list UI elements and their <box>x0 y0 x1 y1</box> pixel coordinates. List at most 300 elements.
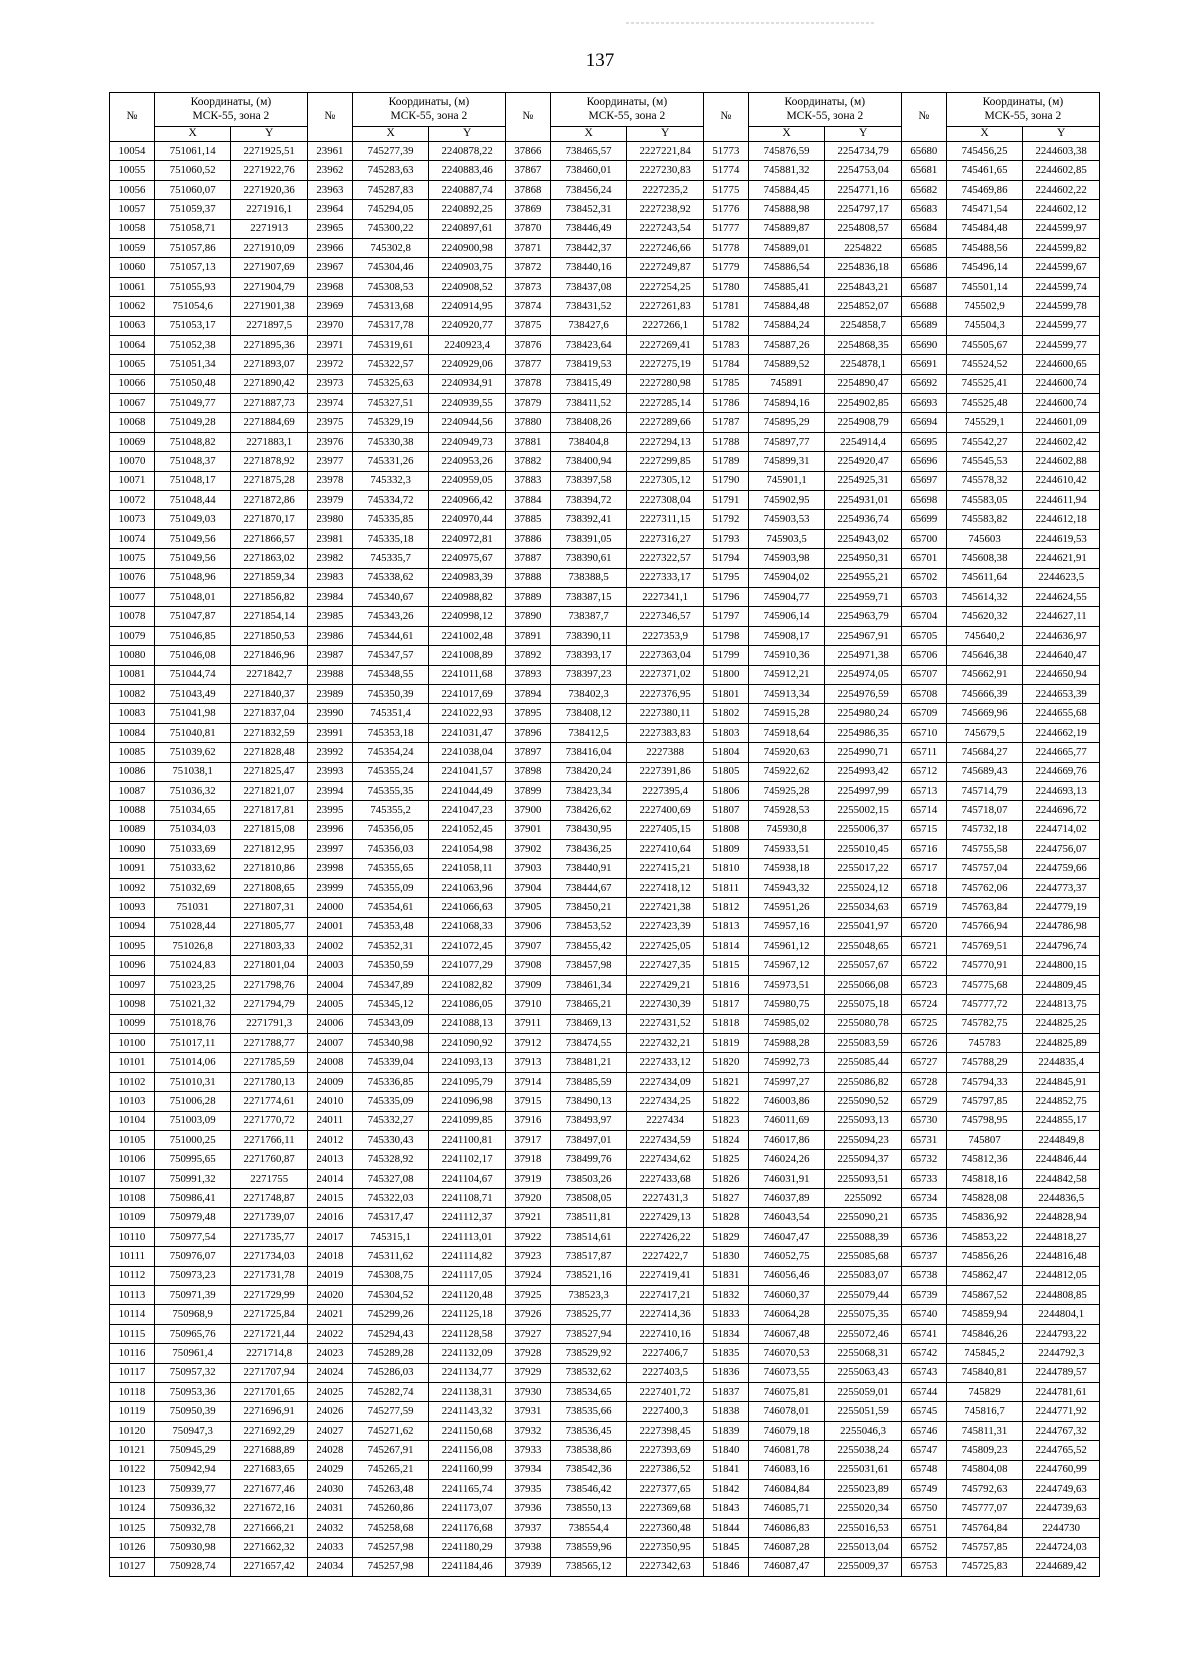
point-number-cell: 10071 <box>110 471 155 490</box>
x-coordinate-cell: 745887,26 <box>748 335 825 354</box>
y-coordinate-cell: 2255059,01 <box>825 1383 902 1402</box>
point-number-cell: 24032 <box>307 1518 352 1537</box>
x-coordinate-cell: 738431,52 <box>550 297 627 316</box>
point-number-cell: 51842 <box>703 1479 748 1498</box>
x-coordinate-cell: 745646,38 <box>946 646 1023 665</box>
point-number-cell: 37920 <box>505 1189 550 1208</box>
table-row <box>110 335 1100 354</box>
y-coordinate-cell: 2227322,57 <box>627 549 704 568</box>
x-coordinate-cell: 745777,07 <box>946 1499 1023 1518</box>
point-number-cell: 51823 <box>703 1111 748 1130</box>
x-coordinate-cell: 745884,24 <box>748 316 825 335</box>
y-coordinate-cell: 2255090,52 <box>825 1092 902 1111</box>
y-coordinate-cell: 2244665,77 <box>1023 743 1100 762</box>
table-row <box>110 723 1100 742</box>
x-coordinate-cell: 745792,63 <box>946 1479 1023 1498</box>
point-number-cell: 23984 <box>307 587 352 606</box>
y-coordinate-cell: 2255088,39 <box>825 1227 902 1246</box>
y-coordinate-cell: 2241008,89 <box>429 646 506 665</box>
x-coordinate-cell: 738511,81 <box>550 1208 627 1227</box>
y-coordinate-cell: 2244603,38 <box>1023 142 1100 161</box>
point-number-cell: 37919 <box>505 1169 550 1188</box>
x-coordinate-cell: 745967,12 <box>748 956 825 975</box>
point-number-cell: 65718 <box>901 878 946 897</box>
x-coordinate-cell: 738423,34 <box>550 781 627 800</box>
x-coordinate-cell: 738535,66 <box>550 1402 627 1421</box>
x-coordinate-cell: 745354,61 <box>352 898 429 917</box>
x-coordinate-cell: 738493,97 <box>550 1111 627 1130</box>
x-coordinate-cell: 745277,59 <box>352 1402 429 1421</box>
point-number-cell: 23992 <box>307 743 352 762</box>
point-number-cell: 37875 <box>505 316 550 335</box>
x-coordinate-cell: 745334,72 <box>352 491 429 510</box>
point-number-cell: 51777 <box>703 219 748 238</box>
table-row <box>110 1499 1100 1518</box>
y-coordinate-cell: 2255092 <box>825 1189 902 1208</box>
point-number-cell: 51841 <box>703 1460 748 1479</box>
y-coordinate-cell: 2271729,99 <box>231 1286 308 1305</box>
x-coordinate-cell: 745904,02 <box>748 568 825 587</box>
y-coordinate-cell: 2227388 <box>627 743 704 762</box>
x-coordinate-cell: 745322,57 <box>352 355 429 374</box>
x-coordinate-cell: 738426,62 <box>550 801 627 820</box>
table-row <box>110 762 1100 781</box>
y-coordinate-cell: 2227235,2 <box>627 180 704 199</box>
x-coordinate-cell: 738446,49 <box>550 219 627 238</box>
point-number-cell: 10096 <box>110 956 155 975</box>
x-coordinate-cell: 745985,02 <box>748 1014 825 1033</box>
y-coordinate-cell: 2227294,13 <box>627 432 704 451</box>
y-coordinate-cell: 2244852,75 <box>1023 1092 1100 1111</box>
y-coordinate-cell: 2227429,21 <box>627 975 704 994</box>
point-number-cell: 37937 <box>505 1518 550 1537</box>
point-number-cell: 10099 <box>110 1014 155 1033</box>
x-coordinate-cell: 738415,49 <box>550 374 627 393</box>
x-coordinate-cell: 751053,17 <box>154 316 231 335</box>
x-coordinate-cell: 745859,94 <box>946 1305 1023 1324</box>
point-number-cell: 24002 <box>307 937 352 956</box>
y-coordinate-cell: 2255048,65 <box>825 937 902 956</box>
x-coordinate-cell: 745766,94 <box>946 917 1023 936</box>
point-number-cell: 37915 <box>505 1092 550 1111</box>
point-number-cell: 51843 <box>703 1499 748 1518</box>
y-coordinate-cell: 2241002,48 <box>429 626 506 645</box>
y-coordinate-cell: 2244808,85 <box>1023 1286 1100 1305</box>
y-coordinate-cell: 2244816,48 <box>1023 1247 1100 1266</box>
point-number-cell: 51819 <box>703 1033 748 1052</box>
y-coordinate-cell: 2241017,69 <box>429 684 506 703</box>
point-number-cell: 10106 <box>110 1150 155 1169</box>
point-number-cell: 23994 <box>307 781 352 800</box>
x-coordinate-cell: 738554,4 <box>550 1518 627 1537</box>
y-coordinate-cell: 2255017,22 <box>825 859 902 878</box>
x-coordinate-cell: 738546,42 <box>550 1479 627 1498</box>
y-coordinate-cell: 2241114,82 <box>429 1247 506 1266</box>
x-coordinate-cell: 738388,5 <box>550 568 627 587</box>
x-coordinate-cell: 745918,64 <box>748 723 825 742</box>
point-number-cell: 10092 <box>110 878 155 897</box>
x-coordinate-cell: 745889,87 <box>748 219 825 238</box>
point-number-cell: 37930 <box>505 1383 550 1402</box>
x-coordinate-cell: 738523,3 <box>550 1286 627 1305</box>
y-coordinate-cell: 2241038,04 <box>429 743 506 762</box>
y-coordinate-cell: 2254997,99 <box>825 781 902 800</box>
y-coordinate-cell: 2227230,83 <box>627 161 704 180</box>
x-coordinate-cell: 745578,32 <box>946 471 1023 490</box>
x-coordinate-cell: 751057,13 <box>154 258 231 277</box>
y-coordinate-cell: 2241058,11 <box>429 859 506 878</box>
x-coordinate-cell: 738465,57 <box>550 142 627 161</box>
point-number-cell: 37908 <box>505 956 550 975</box>
table-row <box>110 1189 1100 1208</box>
x-coordinate-cell: 745867,52 <box>946 1286 1023 1305</box>
point-number-cell: 51802 <box>703 704 748 723</box>
point-number-cell: 51808 <box>703 820 748 839</box>
x-coordinate-cell: 745340,67 <box>352 587 429 606</box>
x-coordinate-cell: 745263,48 <box>352 1479 429 1498</box>
x-coordinate-cell: 745915,28 <box>748 704 825 723</box>
point-number-cell: 51778 <box>703 238 748 257</box>
point-number-cell: 10078 <box>110 607 155 626</box>
y-coordinate-cell: 2271748,87 <box>231 1189 308 1208</box>
y-coordinate-cell: 2244623,5 <box>1023 568 1100 587</box>
point-number-cell: 51776 <box>703 200 748 219</box>
y-coordinate-cell: 2227393,69 <box>627 1441 704 1460</box>
point-number-cell: 10085 <box>110 743 155 762</box>
point-number-cell: 37871 <box>505 238 550 257</box>
x-coordinate-cell: 738440,16 <box>550 258 627 277</box>
header-coordinate-system: МСК-55, зона 2 <box>984 109 1062 122</box>
x-coordinate-cell: 745775,68 <box>946 975 1023 994</box>
y-coordinate-cell: 2241165,74 <box>429 1479 506 1498</box>
y-coordinate-cell: 2244650,94 <box>1023 665 1100 684</box>
x-coordinate-cell: 745928,53 <box>748 801 825 820</box>
x-coordinate-cell: 751048,44 <box>154 491 231 510</box>
x-coordinate-cell: 751059,37 <box>154 200 231 219</box>
point-number-cell: 37880 <box>505 413 550 432</box>
point-number-cell: 23979 <box>307 491 352 510</box>
x-coordinate-cell: 750930,98 <box>154 1538 231 1557</box>
point-number-cell: 10122 <box>110 1460 155 1479</box>
x-coordinate-cell: 751055,93 <box>154 277 231 296</box>
table-row <box>110 1479 1100 1498</box>
point-number-cell: 51775 <box>703 180 748 199</box>
y-coordinate-cell: 2254852,07 <box>825 297 902 316</box>
y-coordinate-cell: 2244835,4 <box>1023 1053 1100 1072</box>
point-number-cell: 37904 <box>505 878 550 897</box>
y-coordinate-cell: 2271794,79 <box>231 995 308 1014</box>
point-number-cell: 65687 <box>901 277 946 296</box>
y-coordinate-cell: 2227350,95 <box>627 1538 704 1557</box>
y-coordinate-cell: 2255046,3 <box>825 1421 902 1440</box>
point-number-cell: 51797 <box>703 607 748 626</box>
table-row <box>110 626 1100 645</box>
y-coordinate-cell: 2271884,69 <box>231 413 308 432</box>
point-number-cell: 51811 <box>703 878 748 897</box>
x-coordinate-cell: 738481,21 <box>550 1053 627 1072</box>
y-coordinate-cell: 2227377,65 <box>627 1479 704 1498</box>
point-number-cell: 65736 <box>901 1227 946 1246</box>
point-number-cell: 37868 <box>505 180 550 199</box>
point-number-cell: 37890 <box>505 607 550 626</box>
y-coordinate-cell: 2271805,77 <box>231 917 308 936</box>
x-coordinate-cell: 751049,28 <box>154 413 231 432</box>
y-coordinate-cell: 2240903,75 <box>429 258 506 277</box>
point-number-cell: 10095 <box>110 937 155 956</box>
point-number-cell: 10081 <box>110 665 155 684</box>
point-number-cell: 51781 <box>703 297 748 316</box>
point-number-cell: 65686 <box>901 258 946 277</box>
x-coordinate-cell: 738521,16 <box>550 1266 627 1285</box>
y-coordinate-cell: 2271828,48 <box>231 743 308 762</box>
y-coordinate-cell: 2254943,02 <box>825 529 902 548</box>
y-coordinate-cell: 2271859,34 <box>231 568 308 587</box>
y-coordinate-cell: 2244599,74 <box>1023 277 1100 296</box>
y-coordinate-cell: 2255075,35 <box>825 1305 902 1324</box>
point-number-cell: 24029 <box>307 1460 352 1479</box>
table-row <box>110 801 1100 820</box>
x-coordinate-cell: 751032,69 <box>154 878 231 897</box>
x-coordinate-cell: 745355,09 <box>352 878 429 897</box>
point-number-cell: 65685 <box>901 238 946 257</box>
point-number-cell: 65727 <box>901 1053 946 1072</box>
table-row <box>110 1247 1100 1266</box>
x-coordinate-cell: 745973,51 <box>748 975 825 994</box>
x-coordinate-cell: 738400,94 <box>550 452 627 471</box>
x-coordinate-cell: 745611,64 <box>946 568 1023 587</box>
y-coordinate-cell: 2254836,18 <box>825 258 902 277</box>
x-coordinate-cell: 738503,26 <box>550 1169 627 1188</box>
point-number-cell: 23972 <box>307 355 352 374</box>
table-row <box>110 878 1100 897</box>
x-coordinate-cell: 745350,59 <box>352 956 429 975</box>
y-coordinate-cell: 2254936,74 <box>825 510 902 529</box>
point-number-cell: 65688 <box>901 297 946 316</box>
x-coordinate-cell: 746075,81 <box>748 1383 825 1402</box>
y-coordinate-cell: 2240887,74 <box>429 180 506 199</box>
y-coordinate-cell: 2254920,47 <box>825 452 902 471</box>
x-coordinate-cell: 745505,67 <box>946 335 1023 354</box>
y-coordinate-cell: 2244610,42 <box>1023 471 1100 490</box>
x-coordinate-cell: 751039,62 <box>154 743 231 762</box>
x-coordinate-cell: 745769,51 <box>946 937 1023 956</box>
x-coordinate-cell: 745881,32 <box>748 161 825 180</box>
x-coordinate-cell: 745583,82 <box>946 510 1023 529</box>
point-number-cell: 37931 <box>505 1402 550 1421</box>
point-number-cell: 10072 <box>110 491 155 510</box>
point-number-cell: 24026 <box>307 1402 352 1421</box>
y-coordinate-cell: 2271883,1 <box>231 432 308 451</box>
header-y: Y <box>1023 127 1100 142</box>
x-coordinate-cell: 745933,51 <box>748 840 825 859</box>
y-coordinate-cell: 2271808,65 <box>231 878 308 897</box>
y-coordinate-cell: 2241108,71 <box>429 1189 506 1208</box>
y-coordinate-cell: 2241128,58 <box>429 1324 506 1343</box>
point-number-cell: 65750 <box>901 1499 946 1518</box>
y-coordinate-cell: 2227398,45 <box>627 1421 704 1440</box>
point-number-cell: 10127 <box>110 1557 155 1576</box>
y-coordinate-cell: 2244739,63 <box>1023 1499 1100 1518</box>
y-coordinate-cell: 2227391,86 <box>627 762 704 781</box>
x-coordinate-cell: 738538,86 <box>550 1441 627 1460</box>
table-row <box>110 568 1100 587</box>
point-number-cell: 10108 <box>110 1189 155 1208</box>
y-coordinate-cell: 2244600,74 <box>1023 374 1100 393</box>
y-coordinate-cell: 2240914,95 <box>429 297 506 316</box>
x-coordinate-cell: 745913,34 <box>748 684 825 703</box>
x-coordinate-cell: 738444,67 <box>550 878 627 897</box>
y-coordinate-cell: 2255072,46 <box>825 1324 902 1343</box>
y-coordinate-cell: 2227261,83 <box>627 297 704 316</box>
x-coordinate-cell: 746087,28 <box>748 1538 825 1557</box>
y-coordinate-cell: 2241184,46 <box>429 1557 506 1576</box>
y-coordinate-cell: 2241143,32 <box>429 1402 506 1421</box>
point-number-cell: 51790 <box>703 471 748 490</box>
x-coordinate-cell: 745352,31 <box>352 937 429 956</box>
y-coordinate-cell: 2227383,83 <box>627 723 704 742</box>
point-number-cell: 10097 <box>110 975 155 994</box>
x-coordinate-cell: 745504,3 <box>946 316 1023 335</box>
y-coordinate-cell: 2227369,68 <box>627 1499 704 1518</box>
y-coordinate-cell: 2240892,25 <box>429 200 506 219</box>
y-coordinate-cell: 2244765,52 <box>1023 1441 1100 1460</box>
x-coordinate-cell: 745325,63 <box>352 374 429 393</box>
point-number-cell: 24011 <box>307 1111 352 1130</box>
point-number-cell: 65723 <box>901 975 946 994</box>
y-coordinate-cell: 2227305,12 <box>627 471 704 490</box>
x-coordinate-cell: 745356,03 <box>352 840 429 859</box>
table-row <box>110 1460 1100 1479</box>
y-coordinate-cell: 2227425,05 <box>627 937 704 956</box>
point-number-cell: 37934 <box>505 1460 550 1479</box>
x-coordinate-cell: 750947,3 <box>154 1421 231 1440</box>
y-coordinate-cell: 2227360,48 <box>627 1518 704 1537</box>
y-coordinate-cell: 2244845,91 <box>1023 1072 1100 1091</box>
x-coordinate-cell: 745828,08 <box>946 1189 1023 1208</box>
x-coordinate-cell: 745886,54 <box>748 258 825 277</box>
header-coordinate-system: МСК-55, зона 2 <box>786 109 864 122</box>
point-number-cell: 37905 <box>505 898 550 917</box>
y-coordinate-cell: 2271875,28 <box>231 471 308 490</box>
y-coordinate-cell: 2227421,38 <box>627 898 704 917</box>
x-coordinate-cell: 745763,84 <box>946 898 1023 917</box>
table-row <box>110 180 1100 199</box>
x-coordinate-cell: 745961,12 <box>748 937 825 956</box>
y-coordinate-cell: 2271798,76 <box>231 975 308 994</box>
point-number-cell: 37872 <box>505 258 550 277</box>
point-number-cell: 51818 <box>703 1014 748 1033</box>
x-coordinate-cell: 745583,05 <box>946 491 1023 510</box>
y-coordinate-cell: 2240908,52 <box>429 277 506 296</box>
x-coordinate-cell: 745732,18 <box>946 820 1023 839</box>
x-coordinate-cell: 746047,47 <box>748 1227 825 1246</box>
point-number-cell: 23995 <box>307 801 352 820</box>
table-row <box>110 917 1100 936</box>
table-row <box>110 1266 1100 1285</box>
point-number-cell: 51805 <box>703 762 748 781</box>
x-coordinate-cell: 738393,17 <box>550 646 627 665</box>
y-coordinate-cell: 2255057,67 <box>825 956 902 975</box>
point-number-cell: 51839 <box>703 1421 748 1440</box>
x-coordinate-cell: 751061,14 <box>154 142 231 161</box>
point-number-cell: 51810 <box>703 859 748 878</box>
y-coordinate-cell: 2255034,63 <box>825 898 902 917</box>
point-number-cell: 10075 <box>110 549 155 568</box>
point-number-cell: 10116 <box>110 1344 155 1363</box>
point-number-cell: 65734 <box>901 1189 946 1208</box>
x-coordinate-cell: 745287,83 <box>352 180 429 199</box>
point-number-cell: 24015 <box>307 1189 352 1208</box>
point-number-cell: 65738 <box>901 1266 946 1285</box>
y-coordinate-cell: 2244771,92 <box>1023 1402 1100 1421</box>
y-coordinate-cell: 2241112,37 <box>429 1208 506 1227</box>
x-coordinate-cell: 746079,18 <box>748 1421 825 1440</box>
y-coordinate-cell: 2255090,21 <box>825 1208 902 1227</box>
y-coordinate-cell: 2271692,29 <box>231 1421 308 1440</box>
y-coordinate-cell: 2241072,45 <box>429 937 506 956</box>
x-coordinate-cell: 745330,38 <box>352 432 429 451</box>
point-number-cell: 65710 <box>901 723 946 742</box>
y-coordinate-cell: 2255079,44 <box>825 1286 902 1305</box>
y-coordinate-cell: 2271821,07 <box>231 781 308 800</box>
point-number-cell: 65728 <box>901 1072 946 1091</box>
x-coordinate-cell: 745836,92 <box>946 1208 1023 1227</box>
y-coordinate-cell: 2254902,85 <box>825 394 902 413</box>
x-coordinate-cell: 745351,4 <box>352 704 429 723</box>
point-number-cell: 65701 <box>901 549 946 568</box>
y-coordinate-cell: 2227431,52 <box>627 1014 704 1033</box>
point-number-cell: 65739 <box>901 1286 946 1305</box>
point-number-cell: 23965 <box>307 219 352 238</box>
point-number-cell: 51809 <box>703 840 748 859</box>
x-coordinate-cell: 745339,04 <box>352 1053 429 1072</box>
x-coordinate-cell: 745818,16 <box>946 1169 1023 1188</box>
y-coordinate-cell: 2227410,64 <box>627 840 704 859</box>
point-number-cell: 65704 <box>901 607 946 626</box>
point-number-cell: 65720 <box>901 917 946 936</box>
point-number-cell: 24006 <box>307 1014 352 1033</box>
x-coordinate-cell: 745679,5 <box>946 723 1023 742</box>
point-number-cell: 23974 <box>307 394 352 413</box>
x-coordinate-cell: 745335,18 <box>352 529 429 548</box>
y-coordinate-cell: 2254878,1 <box>825 355 902 374</box>
point-number-cell: 37914 <box>505 1072 550 1091</box>
point-number-cell: 24013 <box>307 1150 352 1169</box>
y-coordinate-cell: 2254858,7 <box>825 316 902 335</box>
x-coordinate-cell: 751031 <box>154 898 231 917</box>
point-number-cell: 65749 <box>901 1479 946 1498</box>
y-coordinate-cell: 2244749,63 <box>1023 1479 1100 1498</box>
y-coordinate-cell: 2271870,17 <box>231 510 308 529</box>
y-coordinate-cell: 2240920,77 <box>429 316 506 335</box>
y-coordinate-cell: 2240998,12 <box>429 607 506 626</box>
point-number-cell: 37878 <box>505 374 550 393</box>
point-number-cell: 65752 <box>901 1538 946 1557</box>
y-coordinate-cell: 2227433,12 <box>627 1053 704 1072</box>
y-coordinate-cell: 2241173,07 <box>429 1499 506 1518</box>
point-number-cell: 51838 <box>703 1402 748 1421</box>
y-coordinate-cell: 2241082,82 <box>429 975 506 994</box>
header-coordinates-group <box>154 93 307 127</box>
point-number-cell: 23977 <box>307 452 352 471</box>
x-coordinate-cell: 745304,46 <box>352 258 429 277</box>
point-number-cell: 51792 <box>703 510 748 529</box>
x-coordinate-cell: 745355,2 <box>352 801 429 820</box>
x-coordinate-cell: 745350,39 <box>352 684 429 703</box>
point-number-cell: 37883 <box>505 471 550 490</box>
point-number-cell: 51804 <box>703 743 748 762</box>
point-number-cell: 10115 <box>110 1324 155 1343</box>
